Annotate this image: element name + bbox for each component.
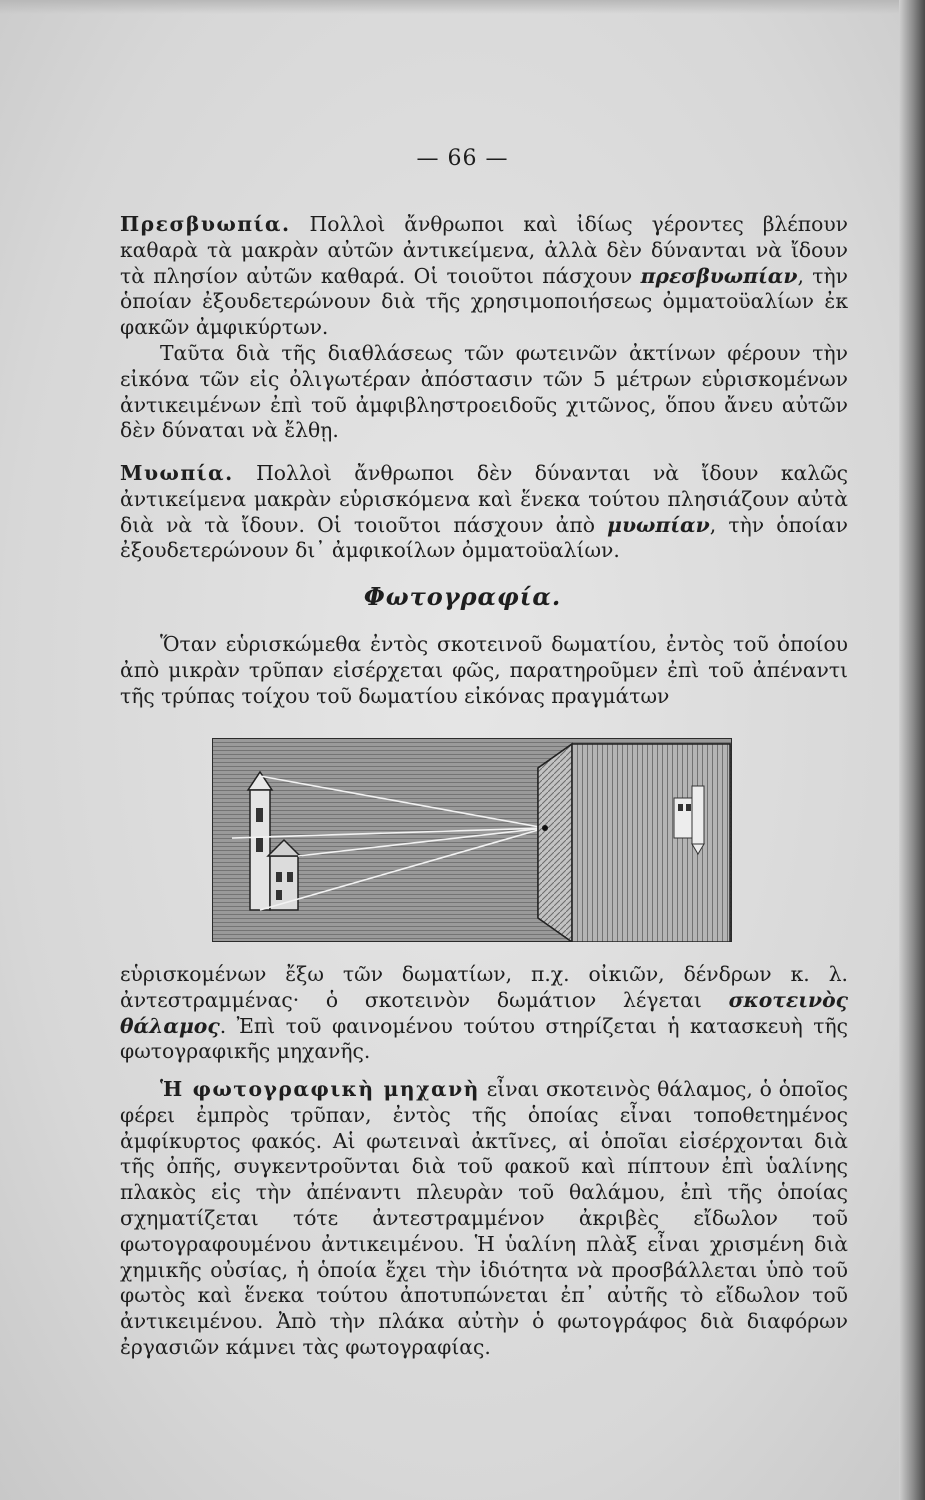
presbyopia-paragraph: [120, 212, 848, 341]
continuation-text-b: . Ἐπὶ τοῦ φαινομένου τούτου στηρίζεται ἡ κατασκευὴ τῆς φωτογραφικῆς μηχανῆς.: [120, 1013, 848, 1064]
myopia-text-b: , τὴν ὁποίαν ἐξουδετερώνουν δι᾿ ἀμφικοίλων ὀμματοϋαλίων.: [120, 512, 848, 563]
camera-obscura-illustration: [212, 738, 732, 942]
camera-heading: Ἡ φωτογραφικὴ μηχανὴ: [160, 1077, 480, 1101]
myopia-section: [120, 461, 848, 564]
page-edge-shadow: [899, 0, 925, 1500]
presbyopia-text-a: Πολλοὶ ἄνθρωποι καὶ ἰδίως γέροντες βλέπουν καθαρὰ τὰ μακρὰν αὐτῶν ἀντικείμενα, ἀλλὰ δὲν δύνανται νὰ ἴδουν τὰ πλησίον αὐτῶν καθαρά. Οἱ τοιοῦτοι πάσχουν: [120, 212, 848, 288]
myopia-heading: Μυωπία.: [120, 461, 234, 485]
camera-text: εἶναι σκοτεινὸς θάλαμος, ὁ ὁποῖος φέρει ἐμπρὸς τρῦπαν, ἐντὸς τῆς ὁποίας εἶναι τοποθετημένος ἀμφίκυρτος φακός. Αἱ φωτειναὶ ἀκτῖνες, αἱ ὁποῖαι εἰσέρχονται διὰ τῆς ὀπῆς, συγκεντροῦνται διὰ τοῦ φακοῦ καὶ πίπτουν ἐπὶ ὑαλίνης πλακὸς εἰς τὴν ἀπέναντι πλευρὰν τοῦ θαλάμου, ἐπὶ τῆς ὁποίας σχηματίζεται τότε ἀντεστραμμένον ἀκριβὲς εἴδωλον τοῦ φωτογραφουμένου ἀντικειμένου. Ἡ ὑαλίνη πλὰξ εἶναι χρισμένη διὰ χημικῆς οὐσίας, ἡ ὁποία ἔχει τὴν ἰδιότητα νὰ προσβάλλεται ὑπὸ τοῦ φωτὸς καὶ ἕνεκα τούτου ἀποτυπώνεται ἐπ᾿ αὐτῆς τὸ εἴδωλον τοῦ ἀντικειμένου. Ἀπὸ τὴν πλάκα αὐτὴν ὁ φωτογράφος διὰ διαφόρων ἐργασιῶν κάμνει τὰς φωτογραφίας.: [120, 1077, 848, 1359]
continuation-text-a: εὑρισκομένων ἔξω τῶν δωματίων, π.χ. οἰκιῶν, δένδρων κ. λ. ἀντεστραμμένας· ὁ σκοτεινὸν δωμάτιον λέγεται: [120, 962, 848, 1012]
myopia-term: μυωπίαν: [607, 512, 710, 537]
presbyopia-paragraph-2: Ταῦτα διὰ τῆς διαθλάσεως τῶν φωτεινῶν ἀκτίνων φέρουν τὴν εἰκόνα τῶν εἰς ὀλιγωτέραν ἀπόστασιν τῶν 5 μέτρων εὑρισκομένων ἀντικειμένων ἐπὶ τοῦ ἀμφιβληστροειδοῦς χιτῶνος, ὅπου ἄνευ αὐτῶν δὲν δύναται νὰ ἔλθῃ.: [120, 340, 848, 443]
presbyopia-heading: Πρεσβυωπία.: [120, 212, 291, 236]
myopia-text-a: Πολλοὶ ἄνθρωποι δὲν δύνανται νὰ ἴδουν καλῶς ἀντικείμενα μακρὰν εὑρισκόμενα καὶ ἕνεκα τούτου πλησιάζουν αὐτὰ διὰ νὰ τὰ ἴδουν. Οἱ τοιοῦτοι πάσχουν ἀπὸ: [120, 461, 848, 537]
photography-paragraph-1: Ὅταν εὑρισκώμεθα ἐντὸς σκοτεινοῦ δωματίου, ἐντὸς τοῦ ὁποίου ἀπὸ μικρὰν τρῦπαν εἰσέρχεται φῶς, παρατηροῦμεν ἐπὶ τοῦ ἀπέναντι τῆς τρύπας τοίχου τοῦ δωματίου εἰκόνας πραγμάτων: [120, 632, 848, 708]
presbyopia-term: πρεσβυωπίαν: [640, 263, 798, 288]
photography-continuation: [120, 962, 848, 1065]
photography-intro: [120, 632, 848, 709]
pinhole-icon: [542, 825, 548, 831]
page-number: — 66 —: [416, 146, 509, 171]
camera-paragraph: [120, 1077, 848, 1361]
photography-paragraph-1-cont: [120, 962, 848, 1065]
page-top-shadow: [0, 0, 925, 14]
presbyopia-text-b: , τὴν ὁποίαν ἐξουδετερώνουν διὰ τῆς χρησιμοποιήσεως ὀμματοϋαλίων ἐκ φακῶν ἀμφικύρτων.: [120, 263, 848, 340]
camera-section: [120, 1077, 848, 1361]
presbyopia-section: [120, 212, 848, 444]
myopia-paragraph: [120, 461, 848, 564]
dark-chamber-term: σκοτεινὸς θάλαμος: [120, 987, 848, 1038]
photography-title: Φωτογραφία.: [363, 582, 562, 611]
